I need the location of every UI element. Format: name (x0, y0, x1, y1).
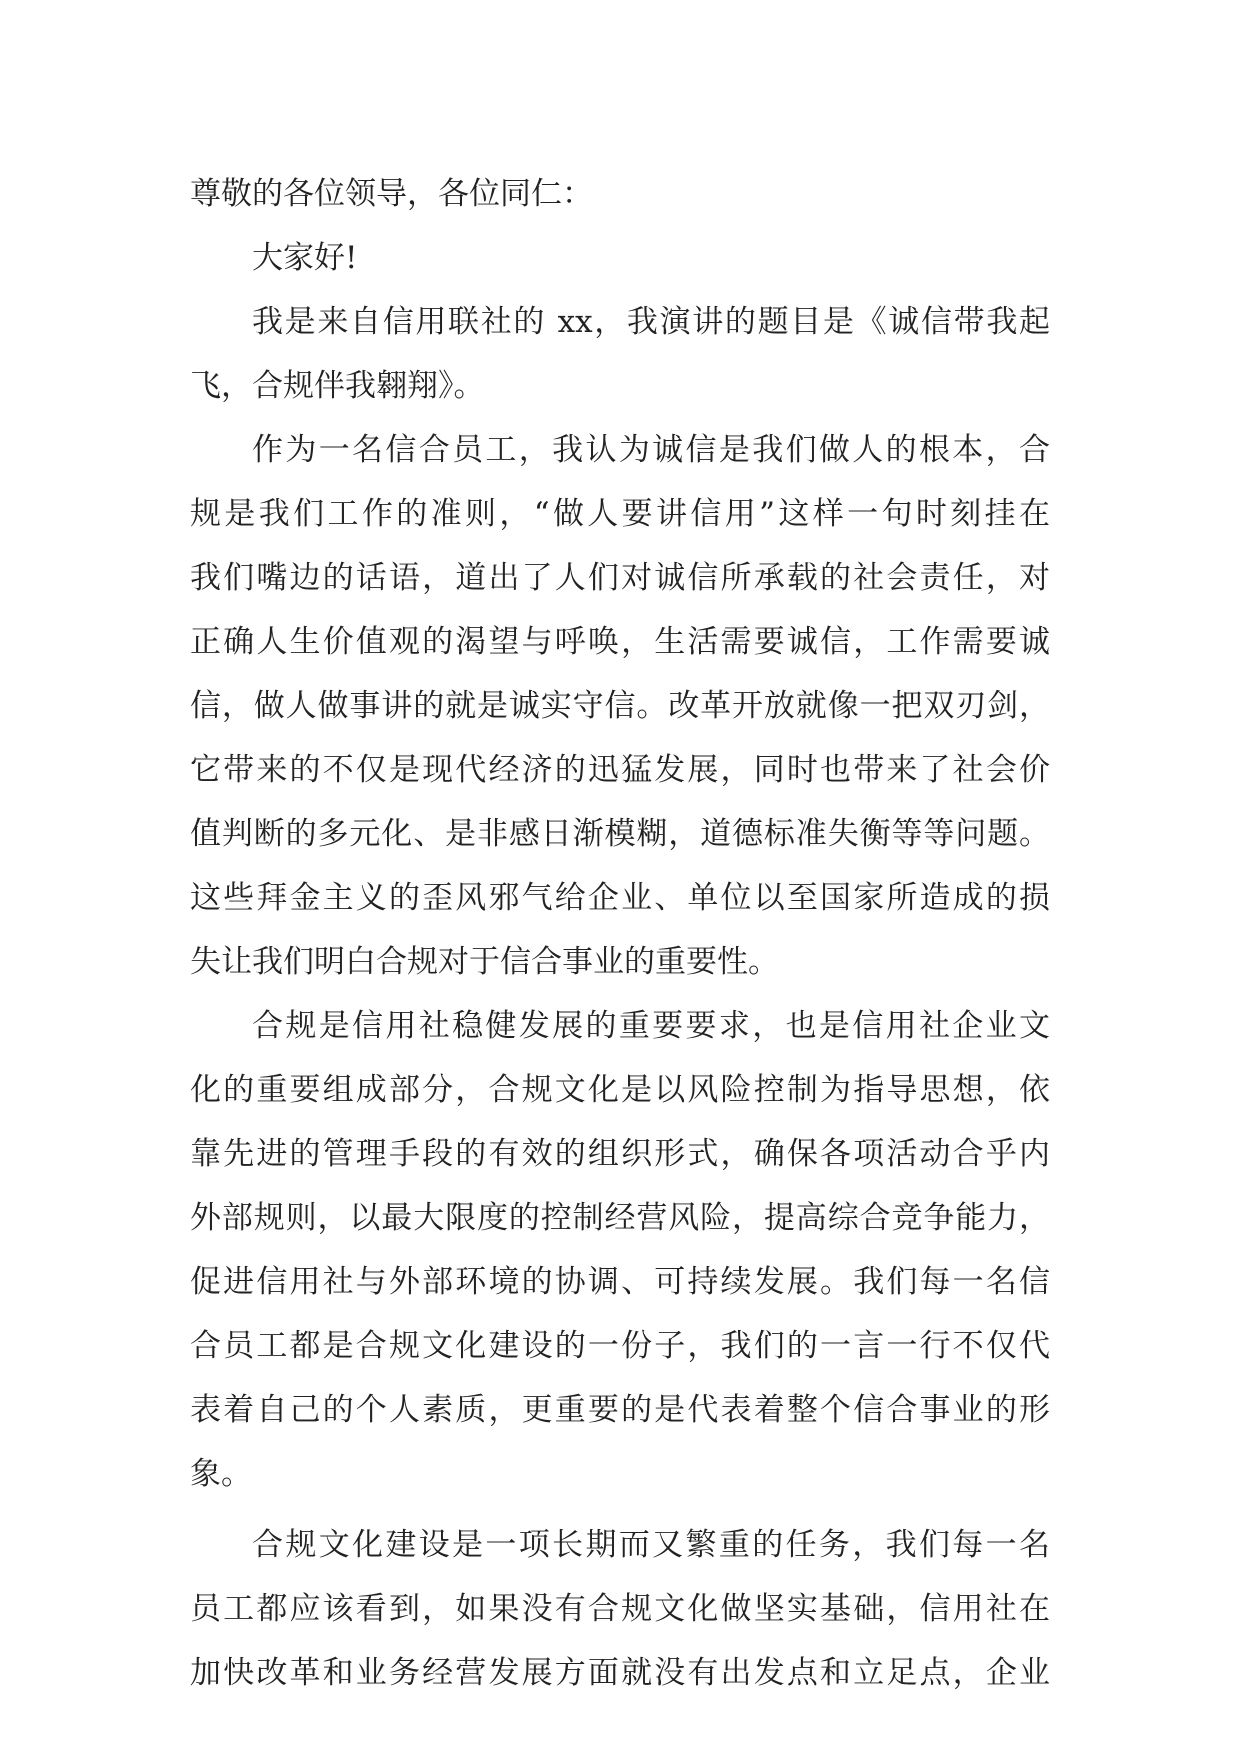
paragraph-line: 员工都应该看到，如果没有合规文化做坚实基础，信用社在 (190, 1591, 1050, 1627)
paragraph-line: 合规文化建设是一项长期而又繁重的任务，我们每一名 (252, 1527, 1050, 1563)
paragraph-2 (190, 994, 1050, 1506)
salutation: 尊敬的各位领导，各位同仁： (190, 176, 593, 212)
paragraph-line: 作为一名信合员工，我认为诚信是我们做人的根本，合 (252, 432, 1050, 468)
paragraph-line: 值判断的多元化、是非感日渐模糊，道德标准失衡等等问题。 (190, 816, 1050, 852)
paragraph-1 (190, 418, 1050, 994)
paragraph-3 (190, 1513, 1050, 1705)
greeting: 大家好! (252, 240, 358, 276)
paragraph-line: 外部规则，以最大限度的控制经营风险，提高综合竞争能力， (190, 1200, 1050, 1236)
paragraph-line: 我们嘴边的话语，道出了人们对诚信所承载的社会责任，对 (190, 560, 1050, 596)
paragraph-line: 飞，合规伴我翱翔》。 (190, 368, 485, 404)
paragraph-line: 规是我们工作的准则，“做人要讲信用”这样一句时刻挂在 (190, 496, 1050, 532)
paragraph-line: 加快改革和业务经营发展方面就没有出发点和立足点，企业 (190, 1655, 1050, 1691)
paragraph-line: 这些拜金主义的歪风邪气给企业、单位以至国家所造成的损 (190, 880, 1050, 916)
paragraph-line: 靠先进的管理手段的有效的组织形式，确保各项活动合乎内 (190, 1136, 1050, 1172)
document-body (190, 162, 1050, 1705)
intro-paragraph (190, 290, 1050, 418)
paragraph-line: 合员工都是合规文化建设的一份子，我们的一言一行不仅代 (190, 1328, 1050, 1364)
paragraph-line: 合规是信用社稳健发展的重要要求，也是信用社企业文 (252, 1008, 1050, 1044)
paragraph-line: 失让我们明白合规对于信合事业的重要性。 (190, 944, 779, 980)
paragraph-line: 正确人生价值观的渴望与呼唤，生活需要诚信，工作需要诚 (190, 624, 1050, 660)
paragraph-line: 化的重要组成部分，合规文化是以风险控制为指导思想，依 (190, 1072, 1050, 1108)
paragraph-line: 表着自己的个人素质，更重要的是代表着整个信合事业的形 (190, 1392, 1050, 1428)
paragraph-line: 促进信用社与外部环境的协调、可持续发展。我们每一名信 (190, 1264, 1050, 1300)
paragraph-line: 我是来自信用联社的 xx，我演讲的题目是《诚信带我起 (252, 304, 1050, 340)
paragraph-line: 象。 (190, 1456, 252, 1492)
paragraph-line: 它带来的不仅是现代经济的迅猛发展，同时也带来了社会价 (190, 752, 1050, 788)
paragraph-line: 信，做人做事讲的就是诚实守信。改革开放就像一把双刃剑， (190, 688, 1050, 724)
